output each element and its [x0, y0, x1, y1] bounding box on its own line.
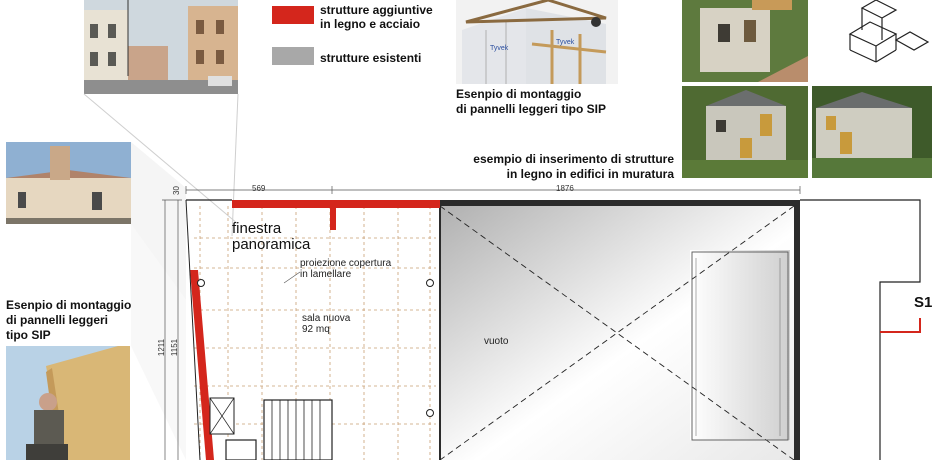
legend-existing-structures-label: strutture esistenti — [320, 51, 422, 65]
label-panoramic-window: finestra panoramica — [232, 220, 311, 253]
caption-sip-top: Esenpio di montaggio di pannelli leggeri tipo SIP — [456, 87, 607, 116]
caption-wood-insert: esempio di inserimento di strutture in legno in edifici in muratura — [473, 152, 674, 181]
dimension-corner: 30 — [171, 186, 181, 195]
dimension-side-a: 1211 — [157, 338, 167, 357]
section-marker-s1: S1 — [914, 294, 933, 311]
caption-sip-left: Esenpio di montaggio di pannelli leggeri tipo SIP — [6, 298, 132, 342]
label-void: vuoto — [484, 336, 509, 347]
label-new-room: sala nuova 92 mq — [302, 313, 351, 335]
svg-text:Tyvek: Tyvek — [490, 45, 509, 52]
dimension-side-b: 1151 — [170, 338, 180, 357]
label-roof-projection: proiezione copertura in lamellare — [300, 258, 392, 280]
dimension-top-left: 569 — [252, 184, 266, 193]
legend-new-structures-label: strutture aggiuntive in legno e acciaio — [320, 3, 433, 31]
dimension-top-right: 1876 — [556, 184, 574, 193]
svg-text:Tyvek: Tyvek — [556, 39, 575, 46]
